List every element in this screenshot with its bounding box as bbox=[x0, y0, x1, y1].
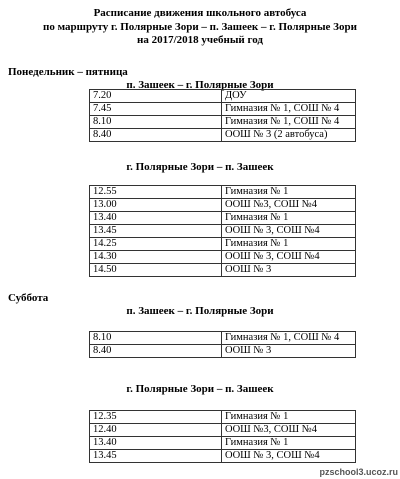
schedule-row bbox=[90, 251, 356, 264]
school-destination: Гимназия № 1 bbox=[222, 186, 356, 199]
weekdays-route2-title: г. Полярные Зори – п. Зашеек bbox=[126, 161, 274, 173]
weekdays-title: Понедельник – пятница bbox=[8, 66, 128, 78]
departure-time: 12.55 bbox=[90, 186, 222, 199]
saturday-title: Суббота bbox=[8, 292, 49, 304]
departure-time: 13.00 bbox=[90, 199, 222, 212]
departure-time: 12.40 bbox=[90, 424, 222, 437]
departure-time: 13.40 bbox=[90, 437, 222, 450]
schedule-row bbox=[90, 186, 356, 199]
saturday-route1-table bbox=[89, 331, 356, 358]
header-line-1: Расписание движения школьного автобуса bbox=[93, 7, 307, 19]
departure-time: 7.45 bbox=[90, 103, 222, 116]
departure-time: 14.25 bbox=[90, 238, 222, 251]
school-destination: ООШ № 3, СОШ №4 bbox=[222, 450, 356, 463]
schedule-row bbox=[90, 264, 356, 277]
school-destination: ООШ № 3 bbox=[222, 264, 356, 277]
school-destination: ООШ №3, СОШ №4 bbox=[222, 199, 356, 212]
school-destination: Гимназия № 1 bbox=[222, 437, 356, 450]
saturday-route2-title: г. Полярные Зори – п. Зашеек bbox=[126, 383, 274, 395]
header-line-3: на 2017/2018 учебный год bbox=[137, 34, 263, 46]
schedule-row bbox=[90, 345, 356, 358]
departure-time: 13.45 bbox=[90, 450, 222, 463]
weekdays-route1-title: п. Зашеек – г. Полярные Зори bbox=[126, 79, 274, 91]
school-destination: Гимназия № 1 bbox=[222, 238, 356, 251]
schedule-row bbox=[90, 450, 356, 463]
departure-time: 13.45 bbox=[90, 225, 222, 238]
schedule-row bbox=[90, 212, 356, 225]
schedule-row bbox=[90, 332, 356, 345]
departure-time: 13.40 bbox=[90, 212, 222, 225]
school-destination: ООШ № 3 (2 автобуса) bbox=[222, 129, 356, 142]
school-destination: Гимназия № 1, СОШ № 4 bbox=[222, 332, 356, 345]
departure-time: 12.35 bbox=[90, 411, 222, 424]
school-destination: ООШ № 3, СОШ №4 bbox=[222, 225, 356, 238]
schedule-row bbox=[90, 129, 356, 142]
schedule-row bbox=[90, 437, 356, 450]
departure-time: 8.40 bbox=[90, 345, 222, 358]
schedule-row bbox=[90, 424, 356, 437]
departure-time: 8.10 bbox=[90, 116, 222, 129]
schedule-row bbox=[90, 411, 356, 424]
saturday-route2-table bbox=[89, 410, 356, 463]
departure-time: 14.30 bbox=[90, 251, 222, 264]
departure-time: 8.40 bbox=[90, 129, 222, 142]
document-header bbox=[0, 7, 400, 48]
header-line-2: по маршруту г. Полярные Зори – п. Зашеек – г. Полярные Зори bbox=[43, 20, 357, 33]
school-destination: ДОУ bbox=[222, 90, 356, 103]
departure-time: 7.20 bbox=[90, 90, 222, 103]
schedule-row bbox=[90, 225, 356, 238]
watermark: pzschool3.ucoz.ru bbox=[319, 467, 398, 477]
schedule-row bbox=[90, 199, 356, 212]
saturday-route1-title: п. Зашеек – г. Полярные Зори bbox=[126, 305, 274, 317]
school-destination: Гимназия № 1, СОШ № 4 bbox=[222, 103, 356, 116]
school-destination: ООШ № 3, СОШ №4 bbox=[222, 251, 356, 264]
school-destination: Гимназия № 1, СОШ № 4 bbox=[222, 116, 356, 129]
schedule-row bbox=[90, 238, 356, 251]
school-destination: Гимназия № 1 bbox=[222, 212, 356, 225]
schedule-row bbox=[90, 90, 356, 103]
departure-time: 14.50 bbox=[90, 264, 222, 277]
school-destination: Гимназия № 1 bbox=[222, 411, 356, 424]
schedule-row bbox=[90, 116, 356, 129]
schedule-row bbox=[90, 103, 356, 116]
weekdays-route2-table bbox=[89, 185, 356, 277]
weekdays-route1-table bbox=[89, 89, 356, 142]
school-destination: ООШ №3, СОШ №4 bbox=[222, 424, 356, 437]
school-destination: ООШ № 3 bbox=[222, 345, 356, 358]
departure-time: 8.10 bbox=[90, 332, 222, 345]
